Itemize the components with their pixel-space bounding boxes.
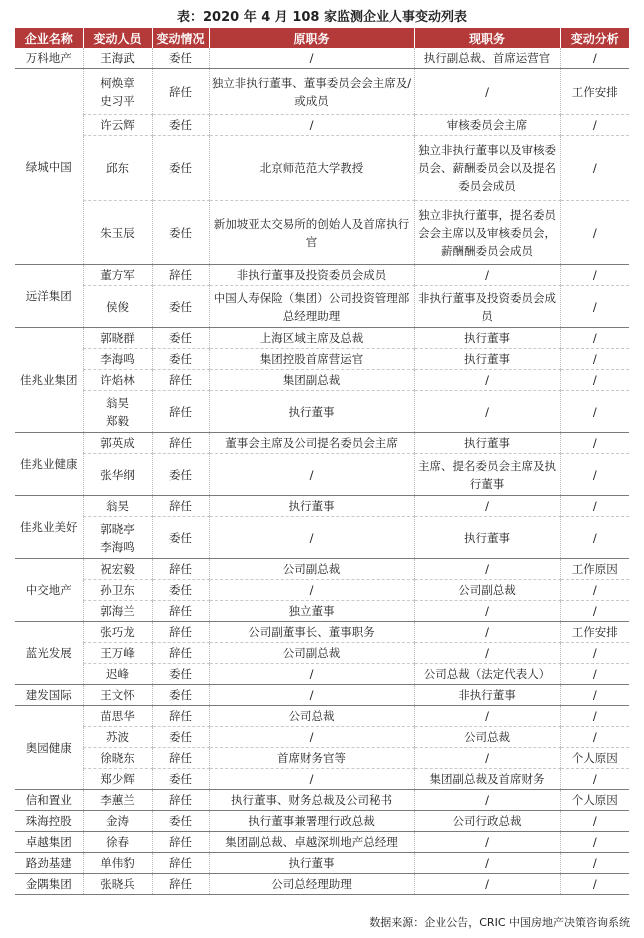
table-row: [15, 286, 629, 328]
table-row: [15, 685, 629, 706]
change-type: 辞任: [152, 433, 209, 454]
table-row: [15, 874, 629, 895]
table-header-row: [15, 28, 629, 48]
new-position: 公司总裁（法定代表人）: [414, 664, 560, 685]
change-type: 委任: [152, 115, 209, 136]
old-position: 执行董事: [209, 853, 414, 874]
new-position: /: [414, 832, 560, 853]
company-name: 金隅集团: [15, 874, 83, 895]
change-analysis: /: [560, 832, 629, 853]
change-type: 委任: [152, 286, 209, 328]
change-type: 辞任: [152, 69, 209, 115]
new-position: /: [414, 559, 560, 580]
change-type: 委任: [152, 664, 209, 685]
company-name: 珠海控股: [15, 811, 83, 832]
company-name: 佳兆业健康: [15, 433, 83, 496]
change-type: 辞任: [152, 790, 209, 811]
new-position: 主席、提名委员会主席及执行董事: [414, 454, 560, 496]
change-analysis: /: [560, 496, 629, 517]
old-position: 公司副总裁: [209, 559, 414, 580]
person-name: 郭英成: [83, 433, 152, 454]
old-position: 执行董事: [209, 391, 414, 433]
person-name: 侯俊: [83, 286, 152, 328]
old-position: 执行董事: [209, 496, 414, 517]
company-name: 绿城中国: [15, 69, 83, 265]
person-name: 单伟豹: [83, 853, 152, 874]
table-row: [15, 391, 629, 433]
change-analysis: /: [560, 454, 629, 496]
old-position: 首席财务官等: [209, 748, 414, 769]
old-position: 执行董事、财务总裁及公司秘书: [209, 790, 414, 811]
change-analysis: /: [560, 370, 629, 391]
new-position: /: [414, 643, 560, 664]
person-name: 苏波: [83, 727, 152, 748]
company-name: 远洋集团: [15, 265, 83, 328]
table-row: [15, 115, 629, 136]
change-analysis: /: [560, 601, 629, 622]
change-analysis: /: [560, 433, 629, 454]
person-name: 王海武: [83, 48, 152, 69]
old-position: /: [209, 115, 414, 136]
table-title: 表：2020 年 4 月 108 家监测企业人事变动列表: [177, 10, 467, 25]
change-type: 委任: [152, 769, 209, 790]
table-row: [15, 559, 629, 580]
change-type: 辞任: [152, 601, 209, 622]
company-name: 佳兆业美好: [15, 496, 83, 559]
table-row: [15, 727, 629, 748]
table-row: [15, 643, 629, 664]
change-type: 辞任: [152, 559, 209, 580]
table-row: [15, 454, 629, 496]
person-name: 迟峰: [83, 664, 152, 685]
old-position: /: [209, 727, 414, 748]
change-analysis: /: [560, 706, 629, 727]
change-type: 委任: [152, 328, 209, 349]
change-type: 辞任: [152, 496, 209, 517]
old-position: 新加坡亚太交易所的创始人及首席执行官: [209, 201, 414, 265]
header-analysis: 变动分析: [560, 28, 629, 48]
new-position: /: [414, 748, 560, 769]
table-row: [15, 811, 629, 832]
new-position: /: [414, 370, 560, 391]
table-row: [15, 201, 629, 265]
change-type: 委任: [152, 454, 209, 496]
table-body: [15, 48, 629, 895]
company-name: 蓝光发展: [15, 622, 83, 685]
change-type: 辞任: [152, 748, 209, 769]
table-row: [15, 496, 629, 517]
person-name: 柯焕章 史习平: [83, 69, 152, 115]
change-type: 辞任: [152, 853, 209, 874]
change-type: 辞任: [152, 391, 209, 433]
table-row: [15, 48, 629, 69]
company-name: 卓越集团: [15, 832, 83, 853]
header-new-position: 现职务: [414, 28, 560, 48]
person-name: 李海鸣: [83, 349, 152, 370]
person-name: 郭晓群: [83, 328, 152, 349]
change-analysis: /: [560, 517, 629, 559]
table-row: [15, 136, 629, 201]
new-position: 独立非执行董事，提名委员会会主席以及审核委员会，薪酬酬委员会成员: [414, 201, 560, 265]
table-row: [15, 601, 629, 622]
change-type: 委任: [152, 201, 209, 265]
table-row: [15, 832, 629, 853]
change-type: 委任: [152, 136, 209, 201]
company-name: 奥园健康: [15, 706, 83, 790]
change-type: 辞任: [152, 265, 209, 286]
person-name: 祝宏毅: [83, 559, 152, 580]
new-position: /: [414, 265, 560, 286]
table-row: [15, 265, 629, 286]
person-name: 郭晓亭 李海鸣: [83, 517, 152, 559]
header-person: 变动人员: [83, 28, 152, 48]
change-analysis: 工作安排: [560, 69, 629, 115]
change-type: 委任: [152, 811, 209, 832]
change-type: 委任: [152, 517, 209, 559]
new-position: 集团副总裁及首席财务: [414, 769, 560, 790]
table-row: [15, 790, 629, 811]
new-position: 公司行政总裁: [414, 811, 560, 832]
table-row: [15, 769, 629, 790]
change-analysis: /: [560, 115, 629, 136]
new-position: /: [414, 601, 560, 622]
new-position: 执行副总裁、首席运营官: [414, 48, 560, 69]
change-analysis: /: [560, 811, 629, 832]
old-position: 公司总裁: [209, 706, 414, 727]
change-type: 辞任: [152, 874, 209, 895]
old-position: 公司总经理助理: [209, 874, 414, 895]
change-type: 辞任: [152, 643, 209, 664]
person-name: 许云辉: [83, 115, 152, 136]
old-position: 北京师范范大学教授: [209, 136, 414, 201]
person-name: 王万峰: [83, 643, 152, 664]
change-type: 辞任: [152, 832, 209, 853]
person-name: 金涛: [83, 811, 152, 832]
new-position: /: [414, 874, 560, 895]
change-type: 委任: [152, 727, 209, 748]
company-name: 万科地产: [15, 48, 83, 69]
table-row: [15, 748, 629, 769]
change-analysis: /: [560, 664, 629, 685]
new-position: /: [414, 790, 560, 811]
personnel-change-table: [15, 28, 629, 895]
table-row: [15, 853, 629, 874]
person-name: 张晓兵: [83, 874, 152, 895]
old-position: /: [209, 48, 414, 69]
change-analysis: /: [560, 727, 629, 748]
old-position: /: [209, 580, 414, 601]
old-position: 公司副董事长、董事职务: [209, 622, 414, 643]
table-row: [15, 706, 629, 727]
table-row: [15, 433, 629, 454]
change-analysis: /: [560, 265, 629, 286]
change-analysis: /: [560, 201, 629, 265]
company-name: 中交地产: [15, 559, 83, 622]
header-change: 变动情况: [152, 28, 209, 48]
change-analysis: /: [560, 769, 629, 790]
header-old-position: 原职务: [209, 28, 414, 48]
change-type: 辞任: [152, 370, 209, 391]
change-analysis: /: [560, 48, 629, 69]
new-position: /: [414, 69, 560, 115]
company-name: 佳兆业集团: [15, 328, 83, 433]
new-position: 执行董事: [414, 517, 560, 559]
old-position: 集团副总裁: [209, 370, 414, 391]
old-position: /: [209, 685, 414, 706]
table-row: [15, 328, 629, 349]
company-name: 路劲基建: [15, 853, 83, 874]
old-position: /: [209, 769, 414, 790]
company-name: 信和置业: [15, 790, 83, 811]
change-analysis: /: [560, 580, 629, 601]
change-analysis: /: [560, 328, 629, 349]
new-position: /: [414, 853, 560, 874]
table-row: [15, 622, 629, 643]
new-position: /: [414, 391, 560, 433]
change-analysis: /: [560, 853, 629, 874]
new-position: /: [414, 706, 560, 727]
new-position: 执行董事: [414, 349, 560, 370]
table-row: [15, 370, 629, 391]
change-analysis: 个人原因: [560, 790, 629, 811]
old-position: 上海区域主席及总裁: [209, 328, 414, 349]
change-type: 委任: [152, 349, 209, 370]
table-row: [15, 69, 629, 115]
change-analysis: /: [560, 349, 629, 370]
change-analysis: /: [560, 643, 629, 664]
new-position: 执行董事: [414, 433, 560, 454]
change-analysis: /: [560, 874, 629, 895]
new-position: 非执行董事及投资委员会成员: [414, 286, 560, 328]
person-name: 邱东: [83, 136, 152, 201]
change-analysis: 工作原因: [560, 559, 629, 580]
old-position: /: [209, 517, 414, 559]
change-analysis: /: [560, 286, 629, 328]
change-analysis: 个人原因: [560, 748, 629, 769]
change-type: 辞任: [152, 622, 209, 643]
new-position: /: [414, 622, 560, 643]
header-company: 企业名称: [15, 28, 83, 48]
table-row: [15, 580, 629, 601]
person-name: 郑少辉: [83, 769, 152, 790]
change-analysis: /: [560, 685, 629, 706]
change-type: 委任: [152, 580, 209, 601]
person-name: 翁昊 郑毅: [83, 391, 152, 433]
data-source-note: 数据来源：企业公告，CRIC 中国房地产决策咨询系统: [369, 916, 630, 929]
change-type: 委任: [152, 685, 209, 706]
change-type: 委任: [152, 48, 209, 69]
change-type: 辞任: [152, 706, 209, 727]
old-position: /: [209, 454, 414, 496]
change-analysis: /: [560, 391, 629, 433]
old-position: 董事会主席及公司提名委员会主席: [209, 433, 414, 454]
person-name: 王文怀: [83, 685, 152, 706]
person-name: 董方军: [83, 265, 152, 286]
old-position: 独立董事: [209, 601, 414, 622]
person-name: 孙卫东: [83, 580, 152, 601]
old-position: 执行董事兼署理行政总裁: [209, 811, 414, 832]
person-name: 张华纲: [83, 454, 152, 496]
new-position: 独立非执行董事以及审核委员会、薪酬委员会以及提名委员会成员: [414, 136, 560, 201]
person-name: 徐晓东: [83, 748, 152, 769]
change-analysis: 工作安排: [560, 622, 629, 643]
new-position: 公司副总裁: [414, 580, 560, 601]
table-row: [15, 664, 629, 685]
company-name: 建发国际: [15, 685, 83, 706]
person-name: 许焰林: [83, 370, 152, 391]
new-position: /: [414, 496, 560, 517]
person-name: 郭海兰: [83, 601, 152, 622]
old-position: /: [209, 664, 414, 685]
old-position: 独立非执行董事、董事委员会会主席及/或成员: [209, 69, 414, 115]
person-name: 翁昊: [83, 496, 152, 517]
old-position: 非执行董事及投资委员会成员: [209, 265, 414, 286]
new-position: 非执行董事: [414, 685, 560, 706]
old-position: 中国人寿保险（集团）公司投资管理部总经理助理: [209, 286, 414, 328]
person-name: 朱玉辰: [83, 201, 152, 265]
person-name: 张巧龙: [83, 622, 152, 643]
old-position: 公司副总裁: [209, 643, 414, 664]
new-position: 执行董事: [414, 328, 560, 349]
new-position: 公司总裁: [414, 727, 560, 748]
old-position: 集团控股首席营运官: [209, 349, 414, 370]
person-name: 苗思华: [83, 706, 152, 727]
table-row: [15, 349, 629, 370]
person-name: 李蕙兰: [83, 790, 152, 811]
person-name: 徐春: [83, 832, 152, 853]
new-position: 审核委员会主席: [414, 115, 560, 136]
table-row: [15, 517, 629, 559]
old-position: 集团副总裁、卓越深圳地产总经理: [209, 832, 414, 853]
change-analysis: /: [560, 136, 629, 201]
